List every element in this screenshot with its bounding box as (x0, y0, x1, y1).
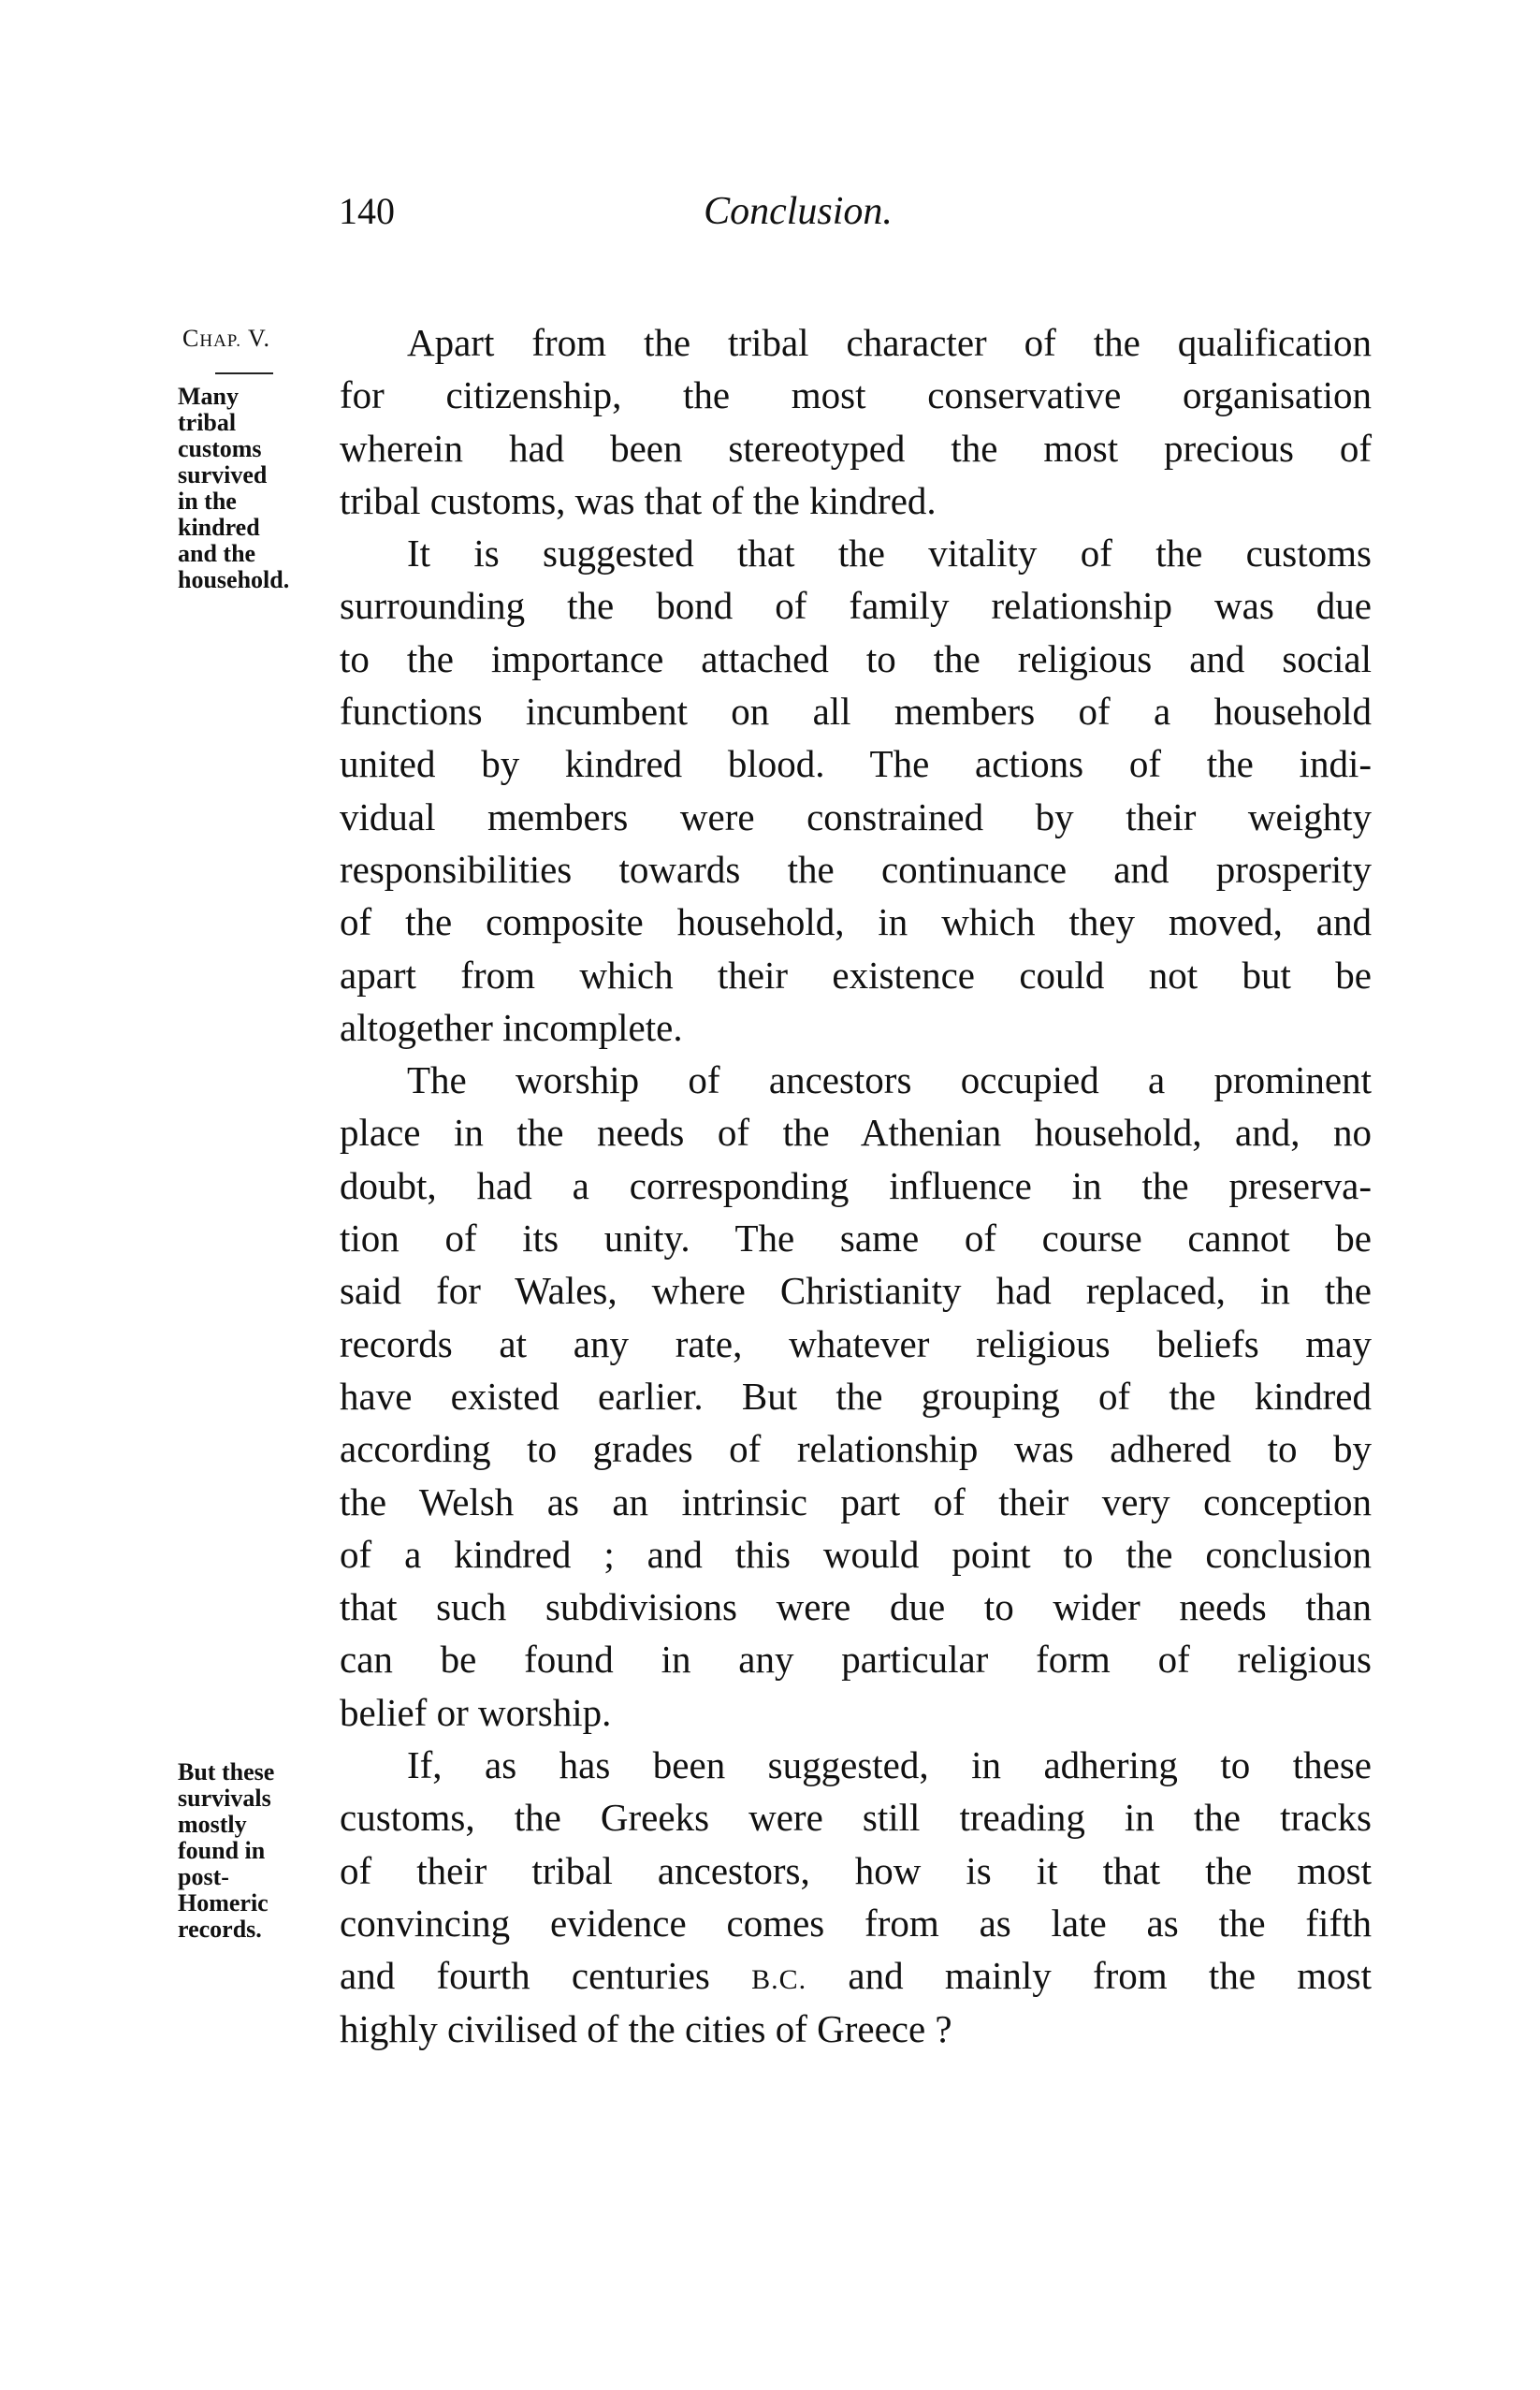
chapter-label-cap: C (182, 325, 200, 352)
text-segment: and mainly from the most (848, 1954, 1373, 1998)
margin-note-line: But these (178, 1758, 275, 1785)
text-line: doubt, had a corresponding influence in the preserva- (340, 1163, 1372, 1207)
margin-note-line: found in (178, 1837, 266, 1864)
text-line: belief or worship. (340, 1690, 612, 1734)
margin-note-line: survivals (178, 1785, 271, 1812)
text-line: that such subdivisions were due to wider needs than (340, 1585, 1372, 1629)
chapter-rule (215, 372, 273, 374)
margin-note-post-homeric (178, 1759, 327, 1943)
text-line: surrounding the bond of family relationship was due (340, 584, 1372, 628)
margin-note-line: post- (178, 1863, 229, 1890)
text-line: altogether incomplete. (340, 1005, 683, 1049)
text-line: tion of its unity. The same of course cannot be (340, 1217, 1372, 1261)
chapter-label (182, 320, 270, 360)
text-line: apart from which their existence could not but be (340, 953, 1372, 997)
era-abbreviation: B.C. (751, 1964, 807, 1996)
page-number: 140 (339, 190, 395, 232)
text-line-with-bc (340, 1949, 1372, 2002)
text-line: to the importance attached to the religious and social (340, 636, 1372, 680)
text-line: convincing evidence comes from as late as the fifth (340, 1901, 1372, 1945)
text-line: according to grades of relationship was adhered to by (340, 1427, 1372, 1471)
text-line: functions incumbent on all members of a household (340, 690, 1372, 734)
text-segment: and fourth centuries (340, 1954, 710, 1998)
text-line: the Welsh as an intrinsic part of their very conception (340, 1479, 1372, 1523)
text-line: The worship of ancestors occupied a prominent (407, 1058, 1372, 1102)
running-title: Conclusion. (704, 190, 893, 233)
margin-note-line: survived (178, 461, 268, 488)
text-line: Apart from the tribal character of the qualification (407, 321, 1372, 364)
margin-note-line: mostly (178, 1811, 247, 1838)
text-line: customs, the Greeks were still treading in the tracks (340, 1796, 1372, 1840)
margin-note-line: kindred (178, 514, 260, 541)
text-line: united by kindred blood. The actions of the indi- (340, 742, 1372, 786)
text-line: It is suggested that the vitality of the customs (407, 532, 1372, 576)
margin-note-line: tribal (178, 409, 237, 436)
text-line: place in the needs of the Athenian household, and, no (340, 1111, 1372, 1155)
margin-note-line: in the (178, 488, 237, 515)
page-header (0, 183, 1540, 240)
text-line: for citizenship, the most conservative organisation (340, 373, 1372, 417)
text-line: vidual members were constrained by their weighty (340, 794, 1372, 838)
chapter-label-number: V. (241, 325, 270, 352)
margin-note-tribal-customs (178, 384, 327, 593)
text-line: wherein had been stereotyped the most precious of (340, 426, 1372, 470)
margin-note-line: records. (178, 1916, 262, 1943)
text-line: can be found in any particular form of religious (340, 1638, 1372, 1682)
text-line: of the composite household, in which they moved, and (340, 900, 1372, 944)
text-line: responsibilities towards the continuance and prosperity (340, 847, 1372, 891)
text-line: have existed earlier. But the grouping of the kindred (340, 1374, 1372, 1418)
text-line: of a kindred ; and this would point to the conclusion (340, 1532, 1372, 1576)
margin-note-line: customs (178, 435, 262, 462)
text-line: highly civilised of the cities of Greece ? (340, 2006, 952, 2050)
text-line: records at any rate, whatever religious beliefs may (340, 1321, 1372, 1365)
text-line: If, as has been suggested, in adhering to these (407, 1743, 1372, 1787)
margin-note-line: Homeric (178, 1889, 269, 1916)
margin-note-line: household. (178, 566, 290, 593)
chapter-label-smallcaps: HAP. (199, 331, 241, 351)
body-text (340, 316, 1372, 2055)
text-line: of their tribal ancestors, how is it that the most (340, 1848, 1372, 1892)
margin-note-line: and the (178, 540, 256, 567)
margin-note-line: Many (178, 383, 239, 410)
text-line: tribal customs, was that of the kindred. (340, 478, 937, 522)
text-line: said for Wales, where Christianity had replaced, in the (340, 1269, 1372, 1313)
